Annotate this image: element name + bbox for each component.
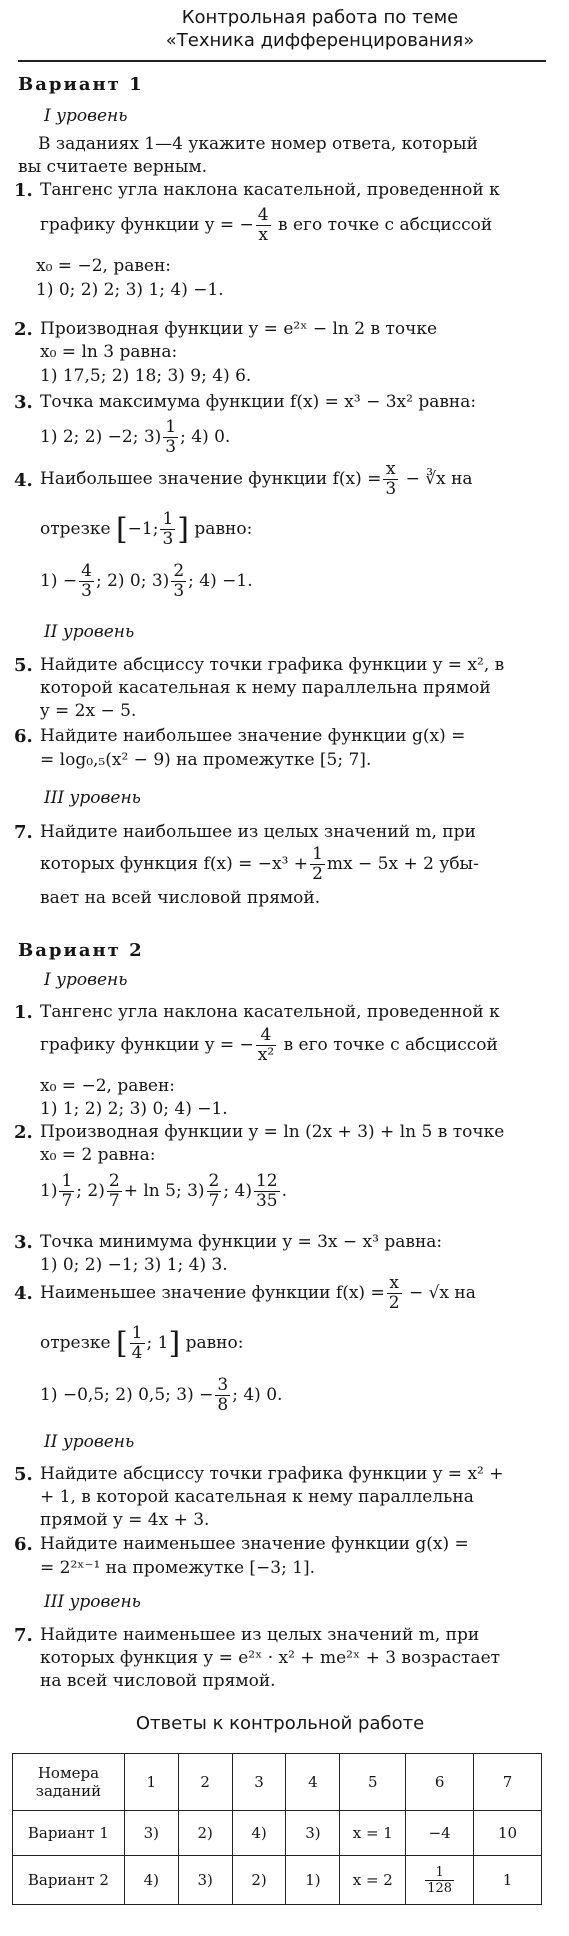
- denominator: 3: [81, 581, 92, 601]
- v1-q1-number: 1.: [14, 180, 33, 201]
- column-header: 1: [124, 1754, 178, 1811]
- v2-q4-line1: [40, 1274, 476, 1313]
- v1-q3-text: 1) 2; 2) −2; 3): [40, 427, 162, 447]
- variant1-level2: II уровень: [44, 622, 135, 642]
- v2-q6-number: 6.: [14, 1534, 33, 1555]
- v2-q2-opt2-fraction: [107, 1172, 122, 1211]
- table-cell: 10: [474, 1811, 542, 1856]
- numerator: 1: [425, 1865, 454, 1881]
- v2-q5-line1: Найдите абсциссу точки графика функции y = x² +: [40, 1464, 504, 1484]
- v1-q6-number: 6.: [14, 726, 33, 747]
- denominator: 3: [385, 479, 397, 499]
- v1-q1-line3: x₀ = −2, равен:: [36, 256, 172, 276]
- numerator: x: [383, 460, 398, 480]
- numerator: 2: [208, 1171, 220, 1191]
- denominator: 3: [173, 581, 185, 601]
- v1-q3-line1: Точка максимума функции f(x) = x³ − 3x² равна:: [40, 392, 477, 412]
- table-cell: 2): [232, 1856, 286, 1905]
- answers-table: [12, 1753, 542, 1905]
- denominator: 2: [312, 864, 323, 884]
- v1-q4-fraction: [383, 460, 398, 499]
- table-cell: 2): [178, 1811, 232, 1856]
- table-cell: x = 1: [340, 1811, 406, 1856]
- v2-q1-options: 1) 1; 2) 2; 3) 0; 4) −1.: [40, 1099, 228, 1119]
- v1-q5-line3: y = 2x − 5.: [40, 701, 137, 721]
- denominator: 7: [61, 1191, 73, 1211]
- answers-row-variant2: [13, 1856, 542, 1905]
- column-header: 7: [474, 1754, 542, 1811]
- denominator: 2: [388, 1293, 400, 1313]
- variant1-intro-line2: вы считаете верным.: [18, 157, 208, 177]
- v2-q2-opt-a: 1): [40, 1181, 58, 1201]
- v2-q1-line2: [40, 1026, 498, 1065]
- v2-q1-line1: Тангенс угла наклона касательной, проведенной к: [40, 1002, 500, 1022]
- v2-q4-segment-fraction: [130, 1324, 145, 1363]
- variant2-title: Вариант 2: [18, 940, 144, 961]
- numerator: 4: [256, 1026, 276, 1046]
- v1-q2-options: 1) 17,5; 2) 18; 3) 9; 4) 6.: [40, 366, 252, 386]
- v1-q6-line2: = log₀,₅(x² − 9) на промежутке [5; 7].: [40, 750, 372, 770]
- v1-q4-line2: [40, 510, 252, 549]
- v1-q3-number: 3.: [14, 392, 33, 413]
- header-divider: [18, 60, 546, 62]
- numerator: 1: [61, 1171, 73, 1191]
- v1-q7-line2: [40, 845, 479, 884]
- numerator: 1: [165, 417, 177, 437]
- column-header: 6: [406, 1754, 474, 1811]
- v2-q4-segment-end: ; 1: [146, 1333, 169, 1353]
- variant2-level2: II уровень: [44, 1432, 135, 1452]
- numerator: 1: [131, 1323, 143, 1343]
- v2-q2-opt4-fraction: [254, 1172, 280, 1211]
- numerator: 4: [257, 205, 269, 225]
- v2-q1-fraction: [256, 1026, 276, 1065]
- v2-q5-number: 5.: [14, 1464, 33, 1485]
- v1-q7-line3: вает на всей числовой прямой.: [40, 888, 321, 908]
- v2-q5-line2: + 1, в которой касательная к нему параллельна: [40, 1487, 474, 1507]
- v1-q2-line1: Производная функции y = e²ˣ − ln 2 в точке: [40, 319, 438, 339]
- v2-q7-line1: Найдите наименьшее из целых значений m, при: [40, 1625, 480, 1645]
- variant1-title: Вариант 1: [18, 74, 144, 95]
- denominator: 7: [208, 1191, 220, 1211]
- v2-q2-opt-c: + ln 5; 3): [123, 1181, 205, 1201]
- v1-q7-fraction: [310, 845, 325, 884]
- column-header: 4: [286, 1754, 340, 1811]
- v2-q6-line1: Найдите наименьшее значение функции g(x) =: [40, 1534, 469, 1554]
- table-cell: 1: [474, 1856, 542, 1905]
- denominator: 128: [427, 1880, 453, 1896]
- v2-q2-opt1-fraction: [59, 1172, 74, 1211]
- v1-q5-line1: Найдите абсциссу точки графика функции y = x², в: [40, 655, 505, 675]
- row-label: Вариант 2: [13, 1856, 125, 1905]
- v1-q4-segment-fraction: [160, 510, 175, 549]
- v2-q1-text-b: в его точке с абсциссой: [283, 1035, 498, 1055]
- denominator: x²: [257, 1045, 275, 1065]
- header-label-line1: Номера: [37, 1764, 100, 1782]
- v2-q7-line3: на всей числовой прямой.: [40, 1671, 276, 1691]
- v2-q6-line2: = 2²ˣ⁻¹ на промежутке [−3; 1].: [40, 1558, 316, 1578]
- page-title-line1: Контрольная работа по теме: [181, 7, 459, 28]
- numerator: 1: [312, 844, 323, 864]
- row-label: Вариант 1: [13, 1811, 125, 1856]
- table-cell: x = 2: [340, 1856, 406, 1905]
- v1-q6-line1: Найдите наибольшее значение функции g(x) =: [40, 726, 466, 746]
- column-header: 2: [178, 1754, 232, 1811]
- v1-q4-text-c: равно:: [194, 519, 253, 539]
- v1-q3-text-b: ; 4) 0.: [180, 427, 231, 447]
- v1-q1-text-b: в его точке с абсциссой: [278, 215, 493, 235]
- v1-q1-text: графику функции y = −: [40, 215, 254, 235]
- v2-q4-options: [40, 1376, 282, 1415]
- denominator: 4: [131, 1343, 143, 1363]
- v1-q4-options: [40, 562, 253, 601]
- table-cell: 3): [286, 1811, 340, 1856]
- variant1-intro-line1: В заданиях 1—4 укажите номер ответа, который: [38, 134, 478, 154]
- v1-q2-number: 2.: [14, 319, 33, 340]
- answers-header-label: [13, 1754, 125, 1811]
- v2-q4-opt3-fraction: [215, 1376, 230, 1415]
- v1-q4-segment-label: отрезке: [40, 519, 111, 539]
- v2-q2-opt-d: ; 4): [223, 1181, 252, 1201]
- answers-row-variant1: [13, 1811, 542, 1856]
- column-header: 5: [340, 1754, 406, 1811]
- v2-q2-line1: Производная функции y = ln (2x + 3) + ln 5 в точке: [40, 1122, 505, 1142]
- left-bracket: [: [115, 512, 128, 547]
- v1-q1-options: 1) 0; 2) 2; 3) 1; 4) −1.: [36, 280, 224, 300]
- v2-q4-opt-b: ; 4) 0.: [232, 1385, 283, 1405]
- v1-q4-segment-start: −1;: [127, 519, 159, 539]
- table-cell: 4): [124, 1856, 178, 1905]
- variant1-level3: III уровень: [44, 788, 141, 808]
- denominator: x: [258, 225, 268, 245]
- right-bracket: ]: [168, 1326, 181, 1361]
- denominator: 3: [162, 529, 174, 549]
- v1-q4-opt-c: ; 4) −1.: [188, 571, 253, 591]
- table-cell: 3): [124, 1811, 178, 1856]
- numerator: 2: [173, 561, 185, 581]
- column-header: 3: [232, 1754, 286, 1811]
- v2-q3-options: 1) 0; 2) −1; 3) 1; 4) 3.: [40, 1255, 228, 1275]
- table-cell: 4): [232, 1811, 286, 1856]
- answers-title: Ответы к контрольной работе: [135, 1713, 425, 1734]
- v1-q4-opt1-fraction: [79, 562, 94, 601]
- table-cell: [406, 1856, 474, 1905]
- v1-q1-line1: Тангенс угла наклона касательной, проведенной к: [40, 180, 500, 200]
- v1-q3-fraction: [163, 418, 178, 457]
- v2-q7-line2: которых функция y = e²ˣ · x² + me²ˣ + 3 возрастает: [40, 1648, 501, 1668]
- v2-q2-number: 2.: [14, 1122, 33, 1143]
- v1-q7-number: 7.: [14, 822, 33, 843]
- numerator: x: [387, 1274, 402, 1294]
- v2-q5-line3: прямой y = 4x + 3.: [40, 1510, 210, 1530]
- v1-q4-text-b: − ∛x на: [405, 469, 473, 489]
- left-bracket: [: [115, 1326, 128, 1361]
- v1-q4-opt-b: ; 2) 0; 3): [95, 571, 170, 591]
- v1-q1-line2: [40, 206, 492, 245]
- v2-q4-number: 4.: [14, 1283, 33, 1304]
- v1-q4-opt-a: 1) −: [40, 571, 78, 591]
- denominator: 7: [108, 1191, 120, 1211]
- v2-q4-fraction: [387, 1274, 402, 1313]
- numerator: 3: [217, 1375, 229, 1395]
- answer-fraction: [425, 1865, 454, 1896]
- v2-q1-number: 1.: [14, 1002, 33, 1023]
- v2-q7-number: 7.: [14, 1625, 33, 1646]
- v2-q1-line3: x₀ = −2, равен:: [40, 1076, 176, 1096]
- denominator: 8: [217, 1395, 229, 1415]
- v2-q4-opt-a: 1) −0,5; 2) 0,5; 3) −: [40, 1385, 214, 1405]
- header-label-line2: заданий: [35, 1782, 102, 1800]
- numerator: 2: [108, 1171, 120, 1191]
- v2-q3-number: 3.: [14, 1232, 33, 1253]
- table-cell: −4: [406, 1811, 474, 1856]
- v2-q3-line1: Точка минимума функции y = 3x − x³ равна:: [40, 1232, 443, 1252]
- right-bracket: ]: [177, 512, 190, 547]
- denominator: 3: [165, 437, 177, 457]
- v2-q4-text: Наименьшее значение функции f(x) =: [40, 1283, 385, 1303]
- v1-q4-text: Наибольшее значение функции f(x) =: [40, 469, 382, 489]
- numerator: 12: [255, 1171, 278, 1191]
- v1-q4-opt3-fraction: [171, 562, 186, 601]
- v1-q7-text: которых функция f(x) = −x³ +: [40, 854, 309, 874]
- v1-q4-line1: [40, 460, 473, 499]
- v2-q2-opt-e: .: [281, 1181, 288, 1201]
- v2-q1-text: графику функции y = −: [40, 1035, 254, 1055]
- variant2-level3: III уровень: [44, 1592, 141, 1612]
- v1-q1-fraction: [256, 206, 271, 245]
- v2-q2-line2: x₀ = 2 равна:: [40, 1145, 156, 1165]
- v1-q3-options: [40, 418, 230, 457]
- v1-q7-line1: Найдите наибольшее из целых значений m, при: [40, 822, 476, 842]
- v2-q2-opt-b: ; 2): [76, 1181, 105, 1201]
- numerator: 4: [81, 561, 92, 581]
- v2-q2-opt3-fraction: [207, 1172, 222, 1211]
- v2-q4-text-b: − √x на: [408, 1283, 476, 1303]
- v2-q4-text-c: равно:: [185, 1333, 244, 1353]
- v1-q5-number: 5.: [14, 655, 33, 676]
- table-cell: 1): [286, 1856, 340, 1905]
- v1-q4-number: 4.: [14, 470, 33, 491]
- v1-q5-line2: которой касательная к нему параллельна прямой: [40, 678, 491, 698]
- v1-q2-line2: x₀ = ln 3 равна:: [40, 342, 178, 362]
- v2-q4-segment-label: отрезке: [40, 1333, 111, 1353]
- answers-header-row: [13, 1754, 542, 1811]
- page-title-line2: «Техника дифференцирования»: [165, 30, 475, 51]
- v1-q7-text-b: mx − 5x + 2 убы-: [326, 854, 479, 874]
- denominator: 35: [255, 1191, 278, 1211]
- variant2-level1: I уровень: [44, 970, 128, 990]
- v2-q4-line2: [40, 1324, 243, 1363]
- numerator: 1: [162, 509, 174, 529]
- table-cell: 3): [178, 1856, 232, 1905]
- v2-q2-options: [40, 1172, 287, 1211]
- variant1-level1: I уровень: [44, 106, 128, 126]
